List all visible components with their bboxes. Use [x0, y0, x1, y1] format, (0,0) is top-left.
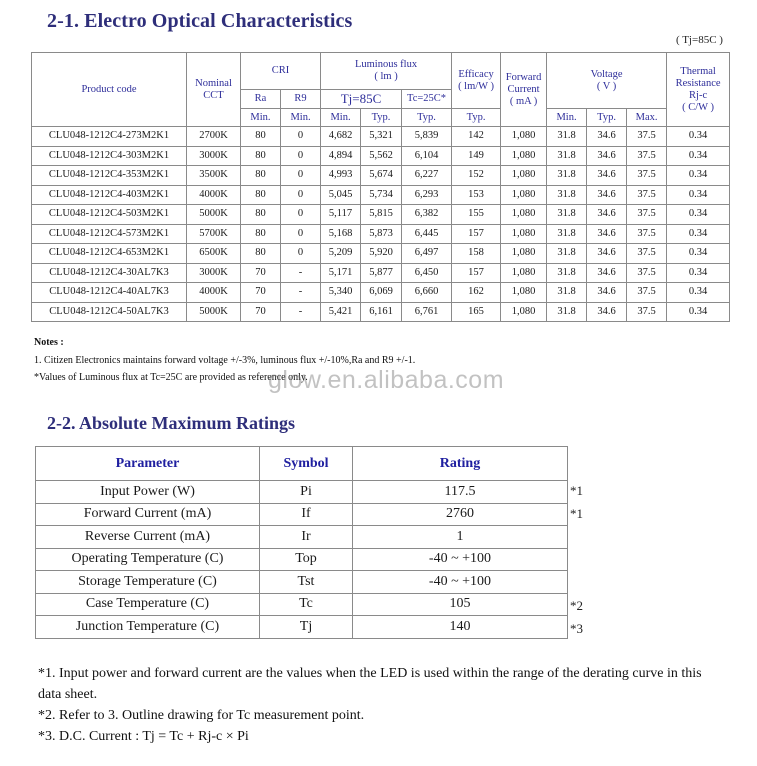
cell-rating: 105: [353, 593, 568, 616]
cell-lm-tc: 6,382: [402, 205, 452, 225]
footnote-marker: *2: [570, 598, 583, 613]
table-row: [32, 146, 730, 166]
cell-v-typ: 34.6: [587, 244, 627, 264]
cell-rth: 0.34: [667, 166, 730, 186]
cell-cct: 3000K: [187, 263, 241, 283]
cell-v-typ: 34.6: [587, 263, 627, 283]
cell-parameter: Junction Temperature (C): [36, 616, 260, 639]
cell-lm-typ: 5,674: [361, 166, 402, 186]
cell-v-max: 37.5: [627, 127, 667, 147]
cell-if: 1,080: [501, 205, 547, 225]
cell-rating: 1: [353, 526, 568, 549]
footnote-3: *3. D.C. Current : Tj = Tc + Rj-c × Pi: [38, 729, 249, 744]
section-title-electro-optical: 2-1. Electro Optical Characteristics: [47, 10, 353, 32]
footnotes: [38, 663, 718, 747]
cell-ra: 80: [241, 166, 281, 186]
cell-eff: 142: [452, 127, 501, 147]
cell-code: CLU048-1212C4-403M2K1: [32, 185, 187, 205]
cell-ra: 70: [241, 283, 281, 303]
cell-rating: -40 ~ +100: [353, 548, 568, 571]
cell-lm-typ: 5,877: [361, 263, 402, 283]
header-efficacy: Efficacy ( lm/W ): [452, 53, 501, 109]
cell-code: CLU048-1212C4-30AL7K3: [32, 263, 187, 283]
cell-r9: 0: [281, 127, 321, 147]
cell-code: CLU048-1212C4-50AL7K3: [32, 302, 187, 322]
header-r9-min: Min.: [281, 109, 321, 127]
cell-if: 1,080: [501, 166, 547, 186]
cell-v-min: 31.8: [547, 283, 587, 303]
cell-parameter: Reverse Current (mA): [36, 526, 260, 549]
cell-rating: 140: [353, 616, 568, 639]
cell-cct: 4000K: [187, 185, 241, 205]
absolute-max-ratings-table: [35, 446, 568, 639]
cell-parameter: Input Power (W): [36, 481, 260, 504]
table-row: [32, 185, 730, 205]
cell-lm-min: 5,209: [321, 244, 361, 264]
cell-rating: 117.5: [353, 481, 568, 504]
cell-symbol: Tj: [260, 616, 353, 639]
cell-ra: 80: [241, 146, 281, 166]
cell-r9: -: [281, 283, 321, 303]
table-row: [32, 302, 730, 322]
cell-eff: 153: [452, 185, 501, 205]
cell-lm-tc: 6,227: [402, 166, 452, 186]
cell-rth: 0.34: [667, 127, 730, 147]
cell-eff: 165: [452, 302, 501, 322]
cell-r9: -: [281, 263, 321, 283]
cell-r9: 0: [281, 205, 321, 225]
cell-lm-tc: 6,660: [402, 283, 452, 303]
cell-v-typ: 34.6: [587, 127, 627, 147]
cell-parameter: Forward Current (mA): [36, 503, 260, 526]
cell-v-min: 31.8: [547, 263, 587, 283]
cell-cct: 4000K: [187, 283, 241, 303]
cell-symbol: Ir: [260, 526, 353, 549]
cell-v-max: 37.5: [627, 302, 667, 322]
cell-eff: 149: [452, 146, 501, 166]
cell-v-min: 31.8: [547, 205, 587, 225]
cell-lm-tc: 6,761: [402, 302, 452, 322]
header-r9: R9: [281, 90, 321, 109]
cell-code: CLU048-1212C4-653M2K1: [32, 244, 187, 264]
cell-if: 1,080: [501, 185, 547, 205]
header-voltage: Voltage ( V ): [547, 53, 667, 109]
section-title-absolute-max: 2-2. Absolute Maximum Ratings: [47, 413, 296, 433]
cell-v-min: 31.8: [547, 244, 587, 264]
header-ra-min: Min.: [241, 109, 281, 127]
cell-symbol: Pi: [260, 481, 353, 504]
cell-parameter: Storage Temperature (C): [36, 571, 260, 594]
cell-lm-typ: 5,321: [361, 127, 402, 147]
cell-if: 1,080: [501, 302, 547, 322]
cell-v-max: 37.5: [627, 205, 667, 225]
cell-v-min: 31.8: [547, 146, 587, 166]
note-line-2: *Values of Luminous flux at Tc=25C are provided as reference only.: [34, 372, 308, 383]
cell-cct: 5000K: [187, 205, 241, 225]
footnote-2: *2. Refer to 3. Outline drawing for Tc measurement point.: [38, 708, 365, 723]
cell-rth: 0.34: [667, 244, 730, 264]
cell-v-max: 37.5: [627, 146, 667, 166]
header-lm-tc-typ: Typ.: [402, 109, 452, 127]
cell-if: 1,080: [501, 224, 547, 244]
cell-v-typ: 34.6: [587, 146, 627, 166]
table-row: [36, 548, 568, 571]
cell-v-max: 37.5: [627, 283, 667, 303]
table-row: [36, 571, 568, 594]
cell-eff: 155: [452, 205, 501, 225]
cell-rth: 0.34: [667, 205, 730, 225]
cell-v-min: 31.8: [547, 166, 587, 186]
cell-lm-typ: 6,161: [361, 302, 402, 322]
footnote-marker: *3: [570, 621, 583, 636]
cell-eff: 152: [452, 166, 501, 186]
cell-v-min: 31.8: [547, 302, 587, 322]
footnote-1: *1. Input power and forward current are the values when the LED is used within the range of the derating curve in this data sheet.: [38, 666, 702, 702]
cell-rth: 0.34: [667, 283, 730, 303]
cell-lm-tc: 6,445: [402, 224, 452, 244]
cell-v-min: 31.8: [547, 185, 587, 205]
cell-lm-tc: 6,450: [402, 263, 452, 283]
header-forward-current: Forward Current ( mA ): [501, 53, 547, 127]
cell-v-min: 31.8: [547, 224, 587, 244]
table-row: [32, 224, 730, 244]
cell-lm-min: 4,894: [321, 146, 361, 166]
cell-ra: 80: [241, 224, 281, 244]
cell-rth: 0.34: [667, 146, 730, 166]
cell-v-max: 37.5: [627, 244, 667, 264]
cell-eff: 162: [452, 283, 501, 303]
cell-code: CLU048-1212C4-353M2K1: [32, 166, 187, 186]
cell-r9: 0: [281, 146, 321, 166]
header-tj85: Tj=85C: [321, 90, 402, 109]
cell-ra: 70: [241, 263, 281, 283]
cell-v-max: 37.5: [627, 224, 667, 244]
cell-lm-typ: 5,815: [361, 205, 402, 225]
cell-symbol: Tst: [260, 571, 353, 594]
notes-title: Notes :: [34, 337, 64, 348]
cell-rth: 0.34: [667, 263, 730, 283]
cell-v-typ: 34.6: [587, 283, 627, 303]
cell-rth: 0.34: [667, 302, 730, 322]
footnote-marker: *1: [570, 506, 583, 521]
cell-ra: 80: [241, 185, 281, 205]
cell-lm-tc: 5,839: [402, 127, 452, 147]
cell-lm-min: 4,682: [321, 127, 361, 147]
cell-lm-typ: 5,873: [361, 224, 402, 244]
header-eff-typ: Typ.: [452, 109, 501, 127]
header-cri: CRI: [241, 53, 321, 90]
cell-ra: 80: [241, 127, 281, 147]
cell-cct: 3500K: [187, 166, 241, 186]
cell-lm-min: 5,117: [321, 205, 361, 225]
cell-code: CLU048-1212C4-503M2K1: [32, 205, 187, 225]
cell-rth: 0.34: [667, 185, 730, 205]
watermark: glow.en.alibaba.com: [268, 366, 505, 394]
cell-rating: -40 ~ +100: [353, 571, 568, 594]
cell-v-typ: 34.6: [587, 302, 627, 322]
cell-cct: 3000K: [187, 146, 241, 166]
cell-v-typ: 34.6: [587, 185, 627, 205]
cell-lm-min: 4,993: [321, 166, 361, 186]
header-tc25: Tc=25C*: [402, 90, 452, 109]
table-row: [36, 503, 568, 526]
cell-symbol: Top: [260, 548, 353, 571]
cell-v-max: 37.5: [627, 166, 667, 186]
cell-if: 1,080: [501, 244, 547, 264]
cell-symbol: If: [260, 503, 353, 526]
cell-ra: 70: [241, 302, 281, 322]
cell-eff: 158: [452, 244, 501, 264]
table-row: [32, 263, 730, 283]
cell-lm-tc: 6,104: [402, 146, 452, 166]
table-row: [32, 244, 730, 264]
cell-rth: 0.34: [667, 224, 730, 244]
table-row: [32, 166, 730, 186]
cell-v-max: 37.5: [627, 263, 667, 283]
note-line-1: 1. Citizen Electronics maintains forward voltage +/-3%, luminous flux +/-10%,Ra and R9 +/-1.: [34, 354, 416, 366]
table-row: [36, 481, 568, 504]
table-row: [32, 127, 730, 147]
cell-if: 1,080: [501, 127, 547, 147]
header-rating: Rating: [353, 447, 568, 481]
header-v-max: Max.: [627, 109, 667, 127]
cell-lm-min: 5,340: [321, 283, 361, 303]
table-row: [32, 205, 730, 225]
cell-cct: 5000K: [187, 302, 241, 322]
header-v-typ: Typ.: [587, 109, 627, 127]
test-condition: ( Tj=85C ): [676, 34, 723, 46]
cell-r9: 0: [281, 185, 321, 205]
header-symbol: Symbol: [260, 447, 353, 481]
cell-lm-min: 5,045: [321, 185, 361, 205]
cell-parameter: Operating Temperature (C): [36, 548, 260, 571]
cell-code: CLU048-1212C4-273M2K1: [32, 127, 187, 147]
cell-v-typ: 34.6: [587, 205, 627, 225]
cell-v-max: 37.5: [627, 185, 667, 205]
table-row: [36, 616, 568, 639]
cell-rating: 2760: [353, 503, 568, 526]
cell-lm-typ: 5,920: [361, 244, 402, 264]
cell-lm-min: 5,168: [321, 224, 361, 244]
table-row: [36, 526, 568, 549]
cell-r9: -: [281, 302, 321, 322]
cell-v-min: 31.8: [547, 127, 587, 147]
cell-lm-min: 5,421: [321, 302, 361, 322]
cell-eff: 157: [452, 224, 501, 244]
cell-if: 1,080: [501, 263, 547, 283]
footnote-marker: *1: [570, 483, 583, 498]
cell-r9: 0: [281, 166, 321, 186]
cell-lm-typ: 5,734: [361, 185, 402, 205]
cell-v-typ: 34.6: [587, 166, 627, 186]
header-lm-typ: Typ.: [361, 109, 402, 127]
table-row: [32, 283, 730, 303]
cell-r9: 0: [281, 224, 321, 244]
cell-code: CLU048-1212C4-303M2K1: [32, 146, 187, 166]
cell-if: 1,080: [501, 283, 547, 303]
header-parameter: Parameter: [36, 447, 260, 481]
header-thermal-resistance: Thermal Resistance Rj-c ( C/W ): [667, 53, 730, 127]
cell-lm-typ: 5,562: [361, 146, 402, 166]
cell-eff: 157: [452, 263, 501, 283]
table-row: [36, 593, 568, 616]
cell-cct: 5700K: [187, 224, 241, 244]
cell-lm-tc: 6,293: [402, 185, 452, 205]
electro-optical-table: [31, 52, 730, 322]
cell-lm-typ: 6,069: [361, 283, 402, 303]
cell-parameter: Case Temperature (C): [36, 593, 260, 616]
cell-lm-tc: 6,497: [402, 244, 452, 264]
cell-ra: 80: [241, 244, 281, 264]
cell-v-typ: 34.6: [587, 224, 627, 244]
header-ra: Ra: [241, 90, 281, 109]
cell-if: 1,080: [501, 146, 547, 166]
header-product-code: Product code: [32, 53, 187, 127]
cell-cct: 6500K: [187, 244, 241, 264]
header-nominal-cct: Nominal CCT: [187, 53, 241, 127]
cell-code: CLU048-1212C4-573M2K1: [32, 224, 187, 244]
header-lm-min: Min.: [321, 109, 361, 127]
cell-ra: 80: [241, 205, 281, 225]
header-v-min: Min.: [547, 109, 587, 127]
header-luminous-flux: Luminous flux ( lm ): [321, 53, 452, 90]
cell-cct: 2700K: [187, 127, 241, 147]
cell-code: CLU048-1212C4-40AL7K3: [32, 283, 187, 303]
cell-symbol: Tc: [260, 593, 353, 616]
cell-r9: 0: [281, 244, 321, 264]
cell-lm-min: 5,171: [321, 263, 361, 283]
